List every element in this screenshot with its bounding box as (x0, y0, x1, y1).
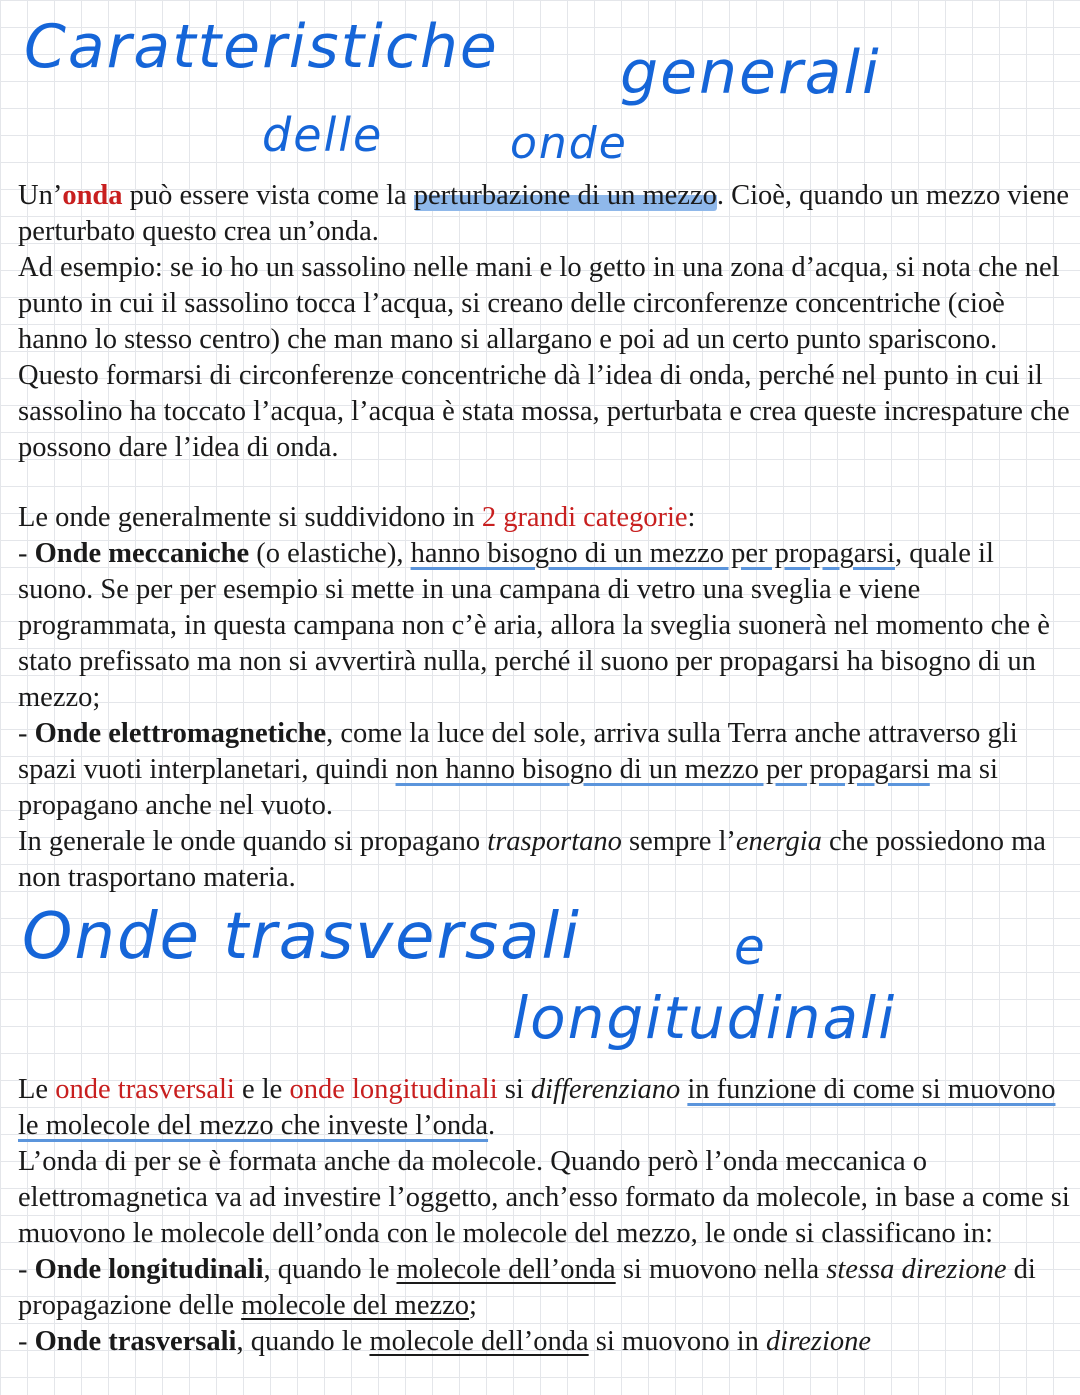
heading2-onde-trasversali: Onde trasversali (22, 900, 581, 974)
term-onde-elettromagnetiche: Onde elettromagnetiche (34, 718, 327, 749)
keyword-onde-trasversali: onde trasversali (55, 1074, 235, 1105)
difference-paragraph: Le onde trasversali e le onde longitudinali si differenziano in funzione di come si muovono le molecole del mezzo che investe l’onda. (18, 1074, 1056, 1141)
heading1-word-caratteristiche: Caratteristiche (24, 12, 499, 82)
keyword-categorie: 2 grandi categorie (481, 502, 688, 533)
list-item-longitudinali: - Onde longitudinali, quando le molecole dell’onda si muovono nella stessa direzione di propagazione delle molecole del mezzo; (18, 1254, 1036, 1321)
categories-intro: Le onde generalmente si suddividono in 2 grandi categorie: (18, 502, 696, 533)
section-intro (18, 178, 1070, 466)
heading2-longitudinali: longitudinali (512, 984, 897, 1052)
heading2-e: e (734, 918, 767, 976)
heading1-word-generali: generali (620, 38, 881, 108)
general-paragraph: In generale le onde quando si propagano trasportano sempre l’energia che possiedono ma non trasportano materia. (18, 826, 1046, 893)
heading1-word-delle: delle (262, 108, 384, 162)
list-item-elettromagnetiche: - Onde elettromagnetiche, come la luce del sole, arriva sulla Terra anche attraverso gli spazi vuoti interplanetari, quindi non hanno bisogno di un mezzo per propagarsi ma si propagano anche nel vuoto. (18, 718, 1018, 821)
molecules-paragraph: L’onda di per se è formata anche da molecole. Quando però l’onda meccanica o elettromagnetica va ad investire l’oggetto, anch’esso formato da molecole, in base a come si muovono le molecole dell’onda con le molecole del mezzo, le onde si classificano in: (18, 1146, 1070, 1249)
keyword-onde-longitudinali: onde longitudinali (289, 1074, 498, 1105)
keyword-onda: onda (62, 180, 123, 211)
term-onde-trasversali: Onde trasversali (34, 1326, 237, 1357)
underline-no-mezzo: non hanno bisogno di un mezzo per propagarsi (395, 754, 930, 785)
intro-paragraph: Un’onda può essere vista come la perturbazione di un mezzo. Cioè, quando un mezzo viene perturbato questo crea un’onda. (18, 180, 1070, 247)
underline-mezzo: hanno bisogno di un mezzo per propagarsi (410, 538, 895, 569)
example-paragraph: Ad esempio: se io ho un sassolino nelle mani e lo getto in una zona d’acqua, si nota che nel punto in cui il sassolino tocca l’acqua, si creano delle circonferenze concentriche (cioè hanno lo stesso centro) che man mano si allargano e poi ad un certo punto spariscono. Questo formarsi di circonferenze concentriche dà l’idea di onda, perché nel punto in cui il sassolino ha toccato l’acqua, l’acqua è stata mossa, perturbata e crea queste increspature che possono dare l’idea di onda. (18, 252, 1070, 463)
term-onde-longitudinali: Onde longitudinali (34, 1254, 264, 1285)
highlight-perturbazione: perturbazione di un mezzo (413, 180, 717, 211)
underline-funzione: in funzione di come si muovono le molecole del mezzo che investe l’onda (18, 1074, 1056, 1141)
section-transverse-longitudinal (18, 1072, 1070, 1360)
section-categories (18, 500, 1070, 896)
term-onde-meccaniche: Onde meccaniche (34, 538, 250, 569)
list-item-meccaniche: - Onde meccaniche (o elastiche), hanno bisogno di un mezzo per propagarsi, quale il suono. Se per per esempio si mette in una campana di vetro una sveglia e viene programmata, in questa campana non c’è aria, allora la sveglia suonerà nel momento che è stato prefissato ma non si avvertirà nulla, perché il suono per propagarsi ha bisogno di un mezzo; (18, 538, 1050, 713)
heading1-word-onde: onde (510, 118, 628, 169)
list-item-trasversali: - Onde trasversali, quando le molecole dell’onda si muovono in direzione (18, 1326, 872, 1357)
